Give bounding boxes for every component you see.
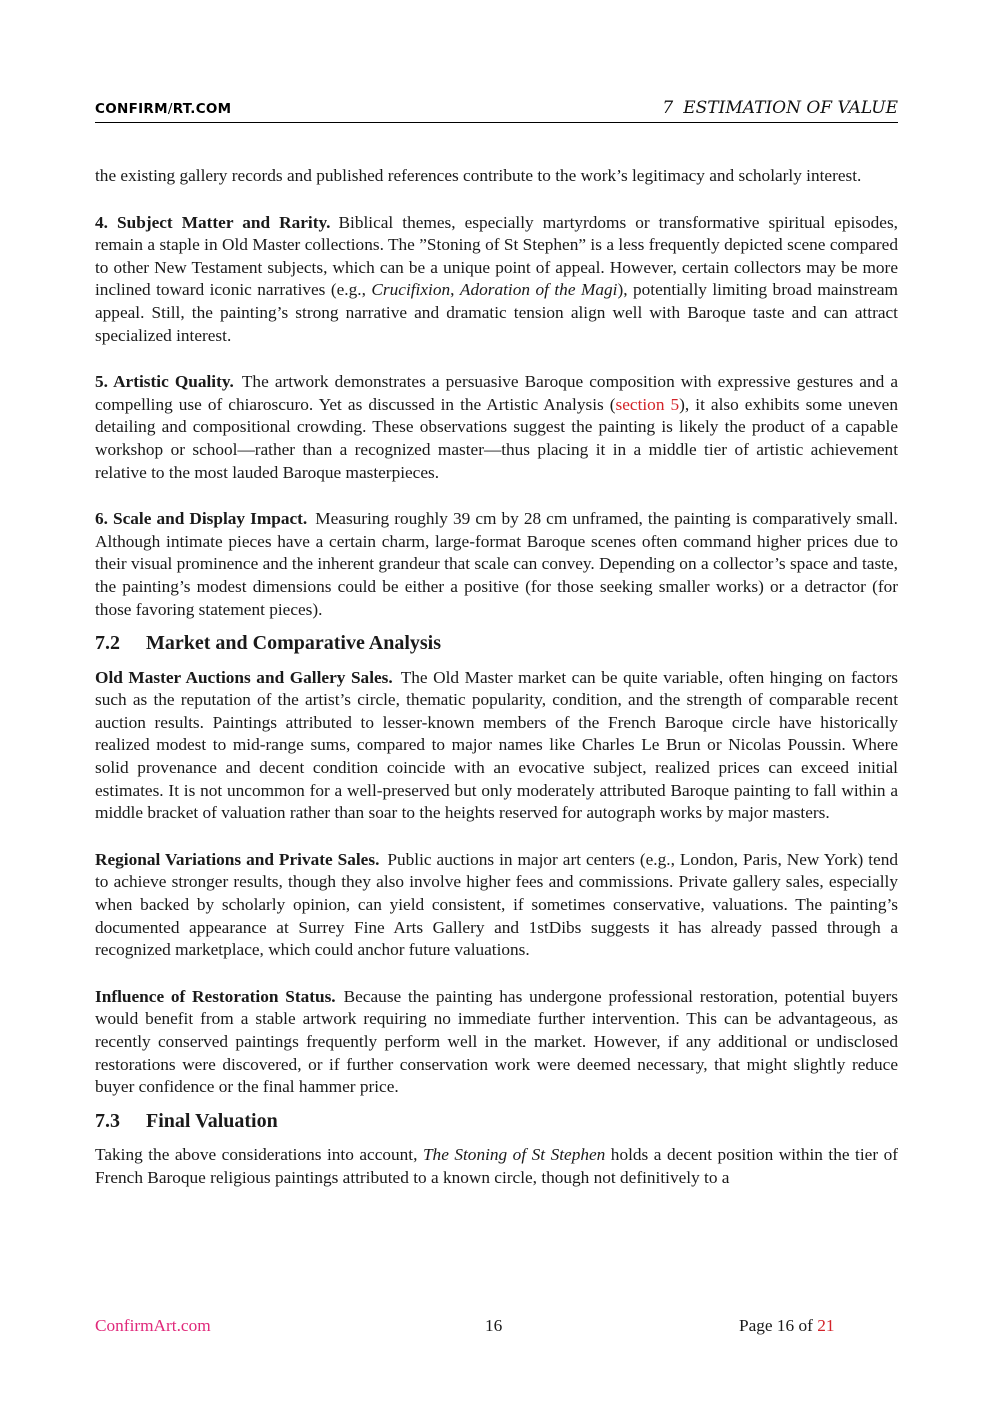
footer-page-of: Page 16 of 21 bbox=[739, 1316, 835, 1335]
run-in-heading: 6. Scale and Display Impact. bbox=[95, 509, 308, 529]
paragraph-auctions: Old Master Auctions and Gallery Sales. The Old Master market can be quite variable, often hinging on factors such as the reputation of the artist’s circle, thematic popularity, condition, and the strength of comparable recent auction results. Paintings attributed to lesser-known members of the French Baroque circle have historically realized modest to mid-range sums, compared to major names like Charles Le Brun or Nicolas Poussin. Where solid provenance and decent condition coincide with an evocative subject, realized prices can exceed initial estimates. It is not uncommon for a well-preserved but only moderately attributed Baroque painting to fall within a middle bracket of valuation rather than soar to the heights reserved for autograph works by major masters. bbox=[95, 667, 898, 823]
paragraph-continued: the existing gallery records and published references contribute to the work’s legitimacy and scholarly interest. bbox=[95, 166, 862, 185]
paragraph-final-valuation: Taking the above considerations into account, The Stoning of St Stephen holds a decent position within the tier of French Baroque religious paintings attributed to a known circle, though not definitively to a bbox=[95, 1145, 898, 1187]
paragraph-regional: Regional Variations and Private Sales. Public auctions in major art centers (e.g., London, Paris, New York) tend to achieve stronger results, though they also involve higher fees and commissions. Private gallery sales, especially when backed by scholarly opinion, can yield consistent, if sometimes conservative, valuations. The painting’s documented appearance at Surrey Fine Arts Gallery and 1stDibs suggests it has already passed through a recognized marketplace, which could anchor future valuations. bbox=[95, 849, 898, 960]
paragraph-artistic-quality: 5. Artistic Quality. The artwork demonstrates a persuasive Baroque composition with expressive gestures and a compelling use of chiaroscuro. Yet as discussed in the Artistic Analysis (section 5), it also exhibits some uneven detailing and compositional crowding. These observations suggest the painting is likely the product of a capable workshop or school—rather than a recognized master—thus placing it in a middle tier of artistic achievement relative to the most lauded Baroque masterpieces. bbox=[95, 372, 898, 482]
paragraph-scale: 6. Scale and Display Impact. Measuring roughly 39 cm by 28 cm unframed, the painting is comparatively small. Although intimate pieces have a certain charm, large-format Baroque scenes often command higher prices due to their visual prominence and the inherent grandeur that scale can convey. Depending on a collector’s space and taste, the painting’s modest dimensions could be either a positive (for those seeking smaller works) or a detractor (for those favoring statement pieces). bbox=[95, 509, 898, 619]
main-content bbox=[95, 165, 898, 1214]
running-header bbox=[95, 98, 898, 123]
running-section-name: ESTIMATION OF VALUE bbox=[683, 98, 898, 118]
footer-site-link[interactable]: ConfirmArt.com bbox=[95, 1316, 211, 1335]
heading-7-3: 7.3 Final Valuation bbox=[95, 1109, 278, 1132]
run-in-heading: 4. Subject Matter and Rarity. bbox=[95, 212, 331, 232]
running-section-title bbox=[662, 98, 898, 118]
paragraph-restoration: Influence of Restoration Status. Because the painting has undergone professional restoration, potential buyers would benefit from a stable artwork requiring no immediate further intervention. This can be advantageous, as recently conserved paintings frequently perform well in the market. However, if any additional or undisclosed restorations were discovered, or if further conservation work were deemed necessary, that might slightly reduce buyer confidence or the final hammer price. bbox=[95, 986, 898, 1097]
run-in-heading: Old Master Auctions and Gallery Sales. bbox=[95, 667, 393, 687]
section-5-link[interactable]: section 5 bbox=[615, 394, 680, 414]
run-in-heading: Regional Variations and Private Sales. bbox=[95, 849, 380, 869]
confirmart-logo: CONFIRM/RT.COM bbox=[95, 101, 232, 117]
run-in-heading: Influence of Restoration Status. bbox=[95, 986, 336, 1006]
heading-7-2: 7.2 Market and Comparative Analysis bbox=[95, 632, 441, 655]
footer-page-number: 16 bbox=[485, 1316, 503, 1335]
document-page bbox=[95, 0, 898, 1404]
paragraph-subject-matter: 4. Subject Matter and Rarity. Biblical themes, especially martyrdoms or transformative spiritual episodes, remain a staple in Old Master collections. The ”Stoning of St Stephen” is a less frequently depicted scene compared to other New Testament subjects, which can be a unique point of appeal. However, certain collectors may be more inclined toward iconic narratives (e.g., Crucifixion, Adoration of the Magi), potentially limiting broad mainstream appeal. Still, the painting’s strong narrative and dramatic tension align well with Baroque taste and can attract specialized interest. bbox=[95, 212, 898, 345]
footer-total-pages-link[interactable]: 21 bbox=[817, 1316, 835, 1335]
page-footer bbox=[95, 1316, 898, 1340]
running-section-number: 7 bbox=[662, 98, 674, 118]
run-in-heading: 5. Artistic Quality. bbox=[95, 372, 234, 392]
